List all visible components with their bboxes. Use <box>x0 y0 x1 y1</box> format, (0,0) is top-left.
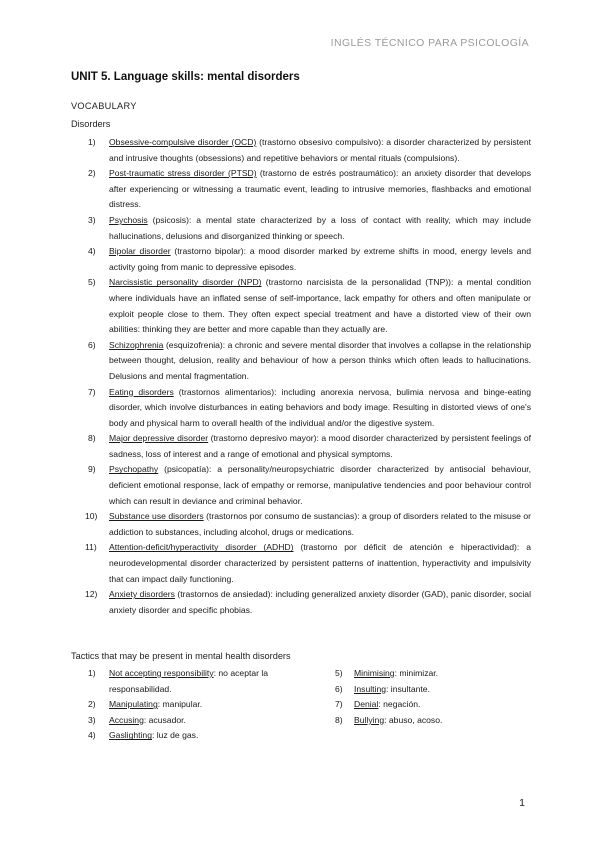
item-number: 5) <box>88 277 96 288</box>
definition: (trastornos de ansiedad): including generalized anxiety disorder (GAD), panic disorder, social anxiety disorder and specific phobias. <box>109 589 531 615</box>
term: Manipulating <box>109 699 158 710</box>
item-number: 8) <box>88 433 96 444</box>
list-item <box>71 135 531 166</box>
item-number: 7) <box>335 699 343 710</box>
page-title: UNIT 5. Language skills: mental disorders <box>71 71 300 83</box>
item-number: 3) <box>88 214 96 225</box>
list-item <box>71 540 531 587</box>
list-item <box>71 462 531 509</box>
item-number: 3) <box>88 714 96 725</box>
item-number: 1) <box>88 137 96 147</box>
vocabulary-heading: VOCABULARY <box>71 101 137 111</box>
term: Obsessive-compulsive disorder (OCD) <box>109 137 257 147</box>
term: Minimising <box>354 668 395 678</box>
definition: : luz de gas. <box>152 730 199 741</box>
item-number: 8) <box>335 714 343 725</box>
term: Psychosis <box>109 214 148 225</box>
term: Major depressive disorder <box>109 433 209 444</box>
disorders-list <box>71 135 531 618</box>
list-item <box>71 431 531 462</box>
list-item <box>71 587 531 618</box>
list-item <box>71 509 531 540</box>
definition: : insultante. <box>386 683 430 694</box>
definition: (trastorno por déficit de atención e hiperactividad): a neurodevelopmental disorder characterized by persistent patterns of inattention, hyperactivity and impulsivity that can impact daily functioning. <box>109 542 531 584</box>
term: Not accepting responsibility <box>109 668 214 678</box>
disorders-heading: Disorders <box>71 119 111 129</box>
item-number: 10) <box>85 511 98 522</box>
list-item <box>71 275 531 337</box>
term: Eating disorders <box>109 386 174 397</box>
term: Psychopathy <box>109 464 159 475</box>
list-item <box>71 166 531 213</box>
definition: : manipular. <box>157 699 203 710</box>
term: Anxiety disorders <box>109 589 175 600</box>
list-item <box>318 682 478 698</box>
term: Post-traumatic stress disorder (PTSD) <box>109 168 257 179</box>
term: Insulting <box>354 683 387 694</box>
tactics-list-right <box>318 666 478 728</box>
definition: (psicopatía): a personality/neuropsychiatric disorder characterized by antisocial behaviour, deficient emotional response, lack of empathy or remorse, manipulative tendencies and poor behaviour control which can result in deviance and criminal behavior. <box>109 464 531 506</box>
term: Bipolar disorder <box>109 246 171 257</box>
item-number: 4) <box>88 730 96 741</box>
definition: (trastornos alimentarios): including anorexia nervosa, bulimia nervosa and binge-eating disorder, which involve disturbances in eating behaviors and body image. Resulting in distorted views of one's body and physical harm to overall health of the individual and/or the digestive system. <box>109 386 531 428</box>
list-item <box>71 213 531 244</box>
item-number: 9) <box>88 464 96 475</box>
item-number: 12) <box>85 589 98 600</box>
term: Denial <box>354 699 379 710</box>
item-number: 4) <box>88 246 96 257</box>
list-item <box>71 666 286 697</box>
term: Bullying <box>354 714 385 725</box>
definition: (trastornos por consumo de sustancias): a group of disorders related to the misuse or addiction to substances, including alcohol, drugs or medications. <box>109 511 531 537</box>
term: Schizophrenia <box>109 339 164 350</box>
tactics-list-left <box>71 666 286 744</box>
definition: : abuso, acoso. <box>384 714 443 725</box>
list-item <box>318 697 478 713</box>
term: Narcissistic personality disorder (NPD) <box>109 277 262 288</box>
list-item <box>71 713 286 729</box>
definition: (trastorno obsesivo compulsivo): a disorder characterized by persistent and intrusive thoughts (obsessions) and repetitive behaviors or mental rituals (compulsions). <box>109 137 531 163</box>
definition: (trastorno de estrés postraumático): an anxiety disorder that develops after experiencing or witnessing a traumatic event, leading to intrusive memories, flashbacks and emotional distress. <box>109 168 531 210</box>
item-number: 1) <box>88 668 96 678</box>
item-number: 2) <box>88 699 96 710</box>
definition: (psicosis): a mental state characterized by a loss of contact with reality, which may include hallucinations, delusions and disorganized thinking or speech. <box>109 214 531 241</box>
term: Gaslighting <box>109 730 152 741</box>
definition: : no aceptar la responsabilidad. <box>109 668 269 694</box>
term: Substance use disorders <box>109 511 204 522</box>
item-number: 7) <box>88 386 96 397</box>
term: Accusing <box>109 714 144 725</box>
list-item <box>71 338 531 385</box>
list-item <box>318 713 478 729</box>
list-item <box>71 697 286 713</box>
definition: : negación. <box>378 699 421 710</box>
term: Attention-deficit/hyperactivity disorder (ADHD) <box>109 542 294 553</box>
definition: (trastorno narcisista de la personalidad (TNP)): a mental condition where individuals have an inflated sense of self-importance, lack empathy for others and often manipulate or exploit people close to them. They often expect special treatment and have a distorted view of their own abilities: thinking they are better and more capable than they actually are. <box>109 277 531 335</box>
item-number: 6) <box>335 683 343 694</box>
definition: (esquizofrenia): a chronic and severe mental disorder that involves a collapse in the relationship between thought, delusion, reality and behaviour of how a person thinks which often leads to hallucinations. Delusions and mental fragmentation. <box>109 339 531 381</box>
tactics-heading: Tactics that may be present in mental health disorders <box>71 651 291 661</box>
list-item <box>71 385 531 432</box>
item-number: 2) <box>88 168 96 179</box>
definition: (trastorno depresivo mayor): a mood disorder characterized by persistent feelings of sadness, loss of interest and a range of emotional and physical symptoms. <box>109 433 531 459</box>
item-number: 5) <box>335 668 343 678</box>
item-number: 11) <box>85 542 97 553</box>
list-item <box>71 728 286 744</box>
definition: : minimizar. <box>394 668 439 678</box>
definition: (trastorno bipolar): a mood disorder marked by extreme shifts in mood, energy levels and activity going from manic to depressive episodes. <box>109 246 531 272</box>
list-item <box>71 244 531 275</box>
list-item <box>318 666 478 682</box>
definition: : acusador. <box>143 714 186 725</box>
item-number: 6) <box>88 339 96 350</box>
running-header: INGLÉS TÉCNICO PARA PSICOLOGÍA <box>330 37 529 49</box>
page-number: 1 <box>519 797 525 809</box>
